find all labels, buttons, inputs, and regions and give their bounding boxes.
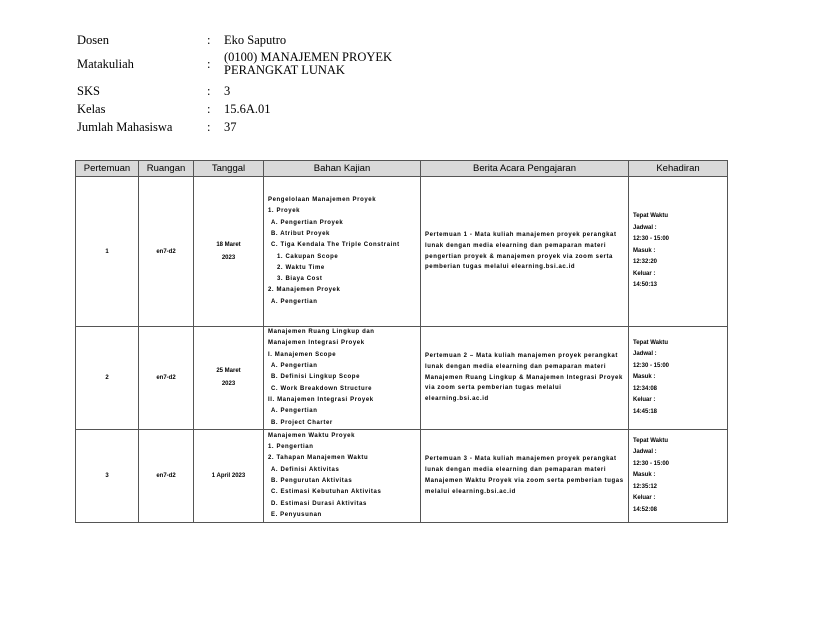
info-label: SKS [77,84,100,98]
cell-bahan-kajian [264,327,421,430]
cell-berita-acara: Pertemuan 2 – Mata kuliah manajemen proyek perangkat lunak dengan media elearning dan pemaparan materi Manajemen Ruang Lingkup & Manajemen Integrasi Proyek via zoom serta pemberian tugas melalui elearning.bsi.ac.id [421,327,629,430]
info-row-sks [77,85,424,98]
kehadiran-list [633,211,723,292]
cell-ruangan: en7-d2 [139,177,194,327]
info-row-dosen [77,34,424,47]
cell-pertemuan: 2 [76,327,139,430]
bahan-kajian-item: C. Work Breakdown Structure [271,385,373,392]
bahan-kajian-list [268,195,416,308]
cell-ruangan: en7-d2 [139,430,194,523]
kehadiran-line: Jadwal : [633,224,657,231]
bahan-kajian-item: A. Pengertian [271,408,318,415]
kehadiran-line: Jadwal : [633,449,657,456]
info-value: (0100) MANAJEMEN PROYEK PERANGKAT LUNAK [224,50,393,77]
kehadiran-line: Tepat Waktu [633,213,669,220]
kehadiran-list [633,338,723,419]
bahan-kajian-item: C. Estimasi Kebutuhan Aktivitas [271,489,382,496]
info-separator: : [207,33,211,47]
bahan-kajian-item: 1. Pengertian [268,444,314,451]
kehadiran-line: Keluar : [633,495,656,502]
bahan-kajian-item: 2. Waktu Time [277,264,325,271]
kehadiran-line: Masuk : [633,247,656,254]
info-row-kelas [77,103,424,116]
table-row [76,177,728,327]
cell-bahan-kajian [264,177,421,327]
kehadiran-line: 12:30 - 15:00 [633,236,670,243]
cell-tanggal: 25 Maret 2023 [194,327,264,430]
kehadiran-line: 12:34:08 [633,385,658,392]
cell-bahan-kajian [264,430,421,523]
cell-berita-acara: Pertemuan 1 - Mata kuliah manajemen proyek perangkat lunak dengan media elearning dan pemaparan materi pengertian proyek & manajemen proyek via zoom serta pemberian tugas melalui elearning.bsi.ac.id [421,177,629,327]
bahan-kajian-item: A. Pengertian Proyek [271,219,344,226]
bahan-kajian-item: 3. Biaya Cost [277,276,323,283]
bahan-kajian-list [268,431,416,521]
bahan-kajian-item: A. Definisi Aktivitas [271,466,340,473]
info-value: Eko Saputro [224,33,287,47]
bahan-kajian-item: Manajemen Integrasi Proyek [268,340,365,347]
kehadiran-line: Keluar : [633,270,656,277]
course-info [77,34,424,134]
bahan-kajian-item: Manajemen Ruang Lingkup dan [268,329,375,336]
kehadiran-list [633,436,723,517]
table-row [76,327,728,430]
bahan-kajian-item: 2. Manajemen Proyek [268,287,341,294]
kehadiran-line: Tepat Waktu [633,437,669,444]
bahan-kajian-item: D. Estimasi Durasi Aktivitas [271,500,367,507]
cell-pertemuan: 3 [76,430,139,523]
info-row-jumlah-mahasiswa [77,121,424,134]
info-separator: : [207,56,211,71]
kehadiran-line: Masuk : [633,374,656,381]
header-kehadiran: Kehadiran [629,161,728,177]
header-tanggal: Tanggal [194,161,264,177]
kehadiran-line: 14:45:18 [633,408,658,415]
bahan-kajian-item: 1. Cakupan Scope [277,253,339,260]
info-value: 15.6A.01 [224,102,271,116]
kehadiran-line: 14:50:13 [633,282,658,289]
info-separator: : [207,120,211,134]
kehadiran-line: Tepat Waktu [633,339,669,346]
info-separator: : [207,102,211,116]
cell-berita-acara: Pertemuan 3 - Mata kuliah manajemen proyek perangkat lunak dengan media elearning dan pemaparan materi Manajemen Waktu Proyek via zoom serta pemberian tugas melalui elearning.bsi.ac.id [421,430,629,523]
bahan-kajian-item: I. Manajemen Scope [268,351,337,358]
bahan-kajian-item: Manajemen Waktu Proyek [268,432,356,439]
header-pertemuan: Pertemuan [76,161,139,177]
bahan-kajian-list [268,327,416,429]
cell-pertemuan: 1 [76,177,139,327]
info-value: 37 [224,120,237,134]
bahan-kajian-item: A. Pengertian [271,363,318,370]
bahan-kajian-item: B. Atribut Proyek [271,230,330,237]
bahan-kajian-item: B. Project Charter [271,419,333,426]
header-berita-acara: Berita Acara Pengajaran [421,161,629,177]
bahan-kajian-item: E. Penyusunan [271,511,322,518]
teaching-journal-table [75,160,728,523]
info-row-matakuliah [77,51,424,77]
bahan-kajian-item: A. Pengertian [271,298,318,305]
info-separator: : [207,84,211,98]
kehadiran-line: Jadwal : [633,351,657,358]
kehadiran-line: Masuk : [633,472,656,479]
kehadiran-line: 14:52:08 [633,506,658,513]
kehadiran-line: 12:30 - 15:00 [633,460,670,467]
bahan-kajian-item: Pengelolaan Manajemen Proyek [268,197,377,204]
cell-kehadiran [629,327,728,430]
table-header-row [76,161,728,177]
bahan-kajian-item: C. Tiga Kendala The Triple Constraint [271,242,400,249]
kehadiran-line: Keluar : [633,397,656,404]
cell-tanggal: 18 Maret 2023 [194,177,264,327]
info-label: Kelas [77,102,106,116]
table-row [76,430,728,523]
cell-tanggal: 1 April 2023 [194,430,264,523]
header-ruangan: Ruangan [139,161,194,177]
bahan-kajian-item: B. Pengurutan Aktivitas [271,478,353,484]
bahan-kajian-item: 1. Proyek [268,208,301,215]
info-label: Matakuliah [77,56,134,71]
kehadiran-line: 12:30 - 15:00 [633,362,670,369]
bahan-kajian-item: B. Definisi Lingkup Scope [271,374,361,381]
bahan-kajian-item: 2. Tahapan Manajemen Waktu [268,455,369,462]
header-bahan-kajian: Bahan Kajian [264,161,421,177]
cell-kehadiran [629,177,728,327]
cell-ruangan: en7-d2 [139,327,194,430]
info-label: Dosen [77,33,109,47]
bahan-kajian-item: II. Manajemen Integrasi Proyek [268,396,374,403]
kehadiran-line: 12:32:20 [633,259,658,266]
info-value: 3 [224,84,231,98]
kehadiran-line: 12:35:12 [633,483,658,490]
cell-kehadiran [629,430,728,523]
info-label: Jumlah Mahasiswa [77,120,173,134]
